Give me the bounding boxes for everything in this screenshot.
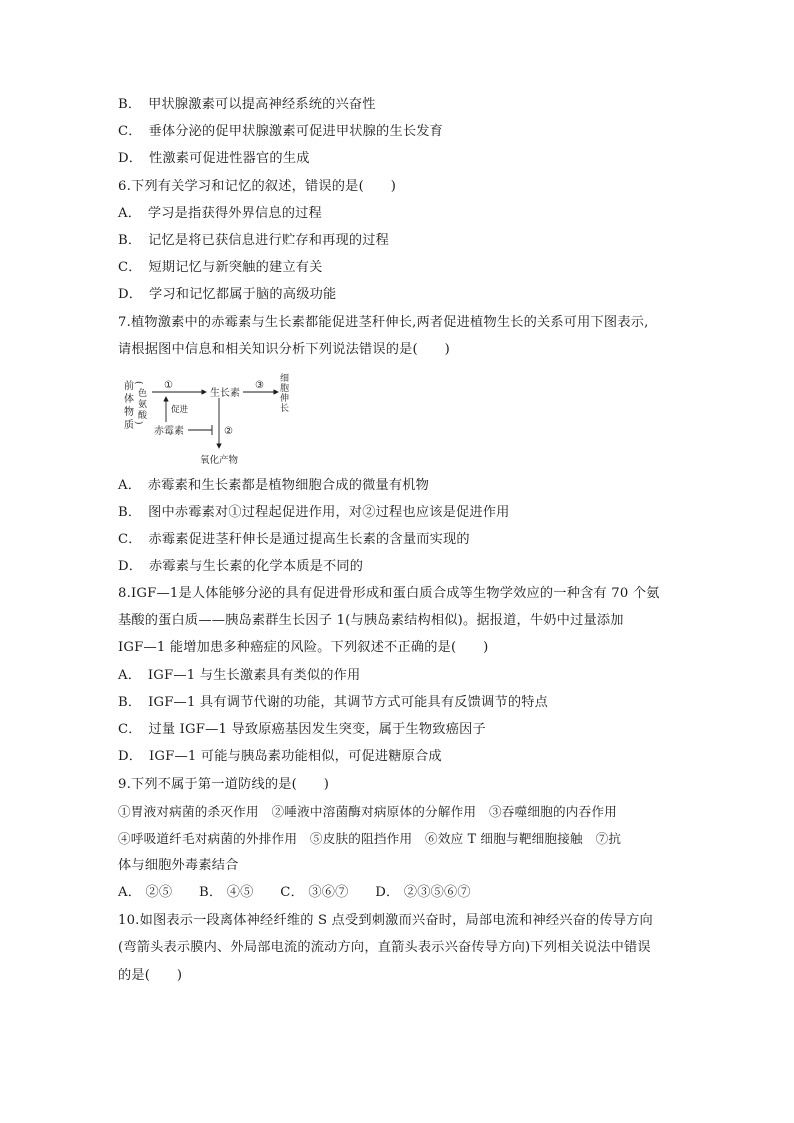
q10-stem-line-1: 10.如图表示一段离体神经纤维的 S 点受到刺激而兴奋时，局部电流和神经兴奋的传导方向 — [118, 913, 653, 928]
auxin-label: 生长素 — [210, 388, 240, 399]
q9-stem: 9.下列不属于第一道防线的是( ) — [118, 777, 330, 792]
process-1-label: ① — [164, 380, 173, 391]
cell-char-3: 伸 — [280, 394, 290, 404]
precursor-char-1: 前 — [124, 381, 134, 392]
q5-option-c: C． 垂体分泌的促甲状腺激素可促进甲状腺的生长发育 — [118, 124, 443, 139]
amino-char-2: 氨 — [138, 400, 148, 410]
q7-option-b: B． 图中赤霉素对①过程起促进作用，对②过程也应该是促进作用 — [118, 505, 510, 520]
q8-stem-line-2: 基酸的蛋白质——胰岛素群生长因子 1(与胰岛素结构相似)。据报道，牛奶中过量添加 — [118, 613, 624, 628]
cell-char-4: 长 — [280, 404, 290, 414]
q10-stem-line-3: 的是( ) — [118, 968, 183, 983]
q8-option-c: C． 过量 IGF—1 导致原癌基因发生突变，属于生物致癌因子 — [118, 722, 486, 737]
cell-char-2: 胞 — [280, 384, 290, 394]
q6-stem: 6.下列有关学习和记忆的叙述，错误的是( ) — [118, 179, 397, 194]
q8-option-d: D． IGF—1 可能与胰岛素功能相似，可促进糖原合成 — [118, 749, 442, 764]
promote-label: 促进 — [171, 405, 189, 415]
q6-option-a: A． 学习是指获得外界信息的过程 — [118, 206, 322, 221]
q8-option-a: A． IGF—1 与生长激素具有类似的作用 — [118, 668, 361, 683]
q6-option-d: D． 学习和记忆都属于脑的高级功能 — [118, 287, 337, 302]
process-3-label: ③ — [255, 380, 264, 391]
q9-items-line-1: ①胃液对病菌的杀灭作用 ②唾液中溶菌酶对病原体的分解作用 ③吞噬细胞的内吞作用 — [118, 804, 617, 819]
q8-option-b: B． IGF—1 具有调节代谢的功能，其调节方式可能具有反馈调节的特点 — [118, 695, 549, 710]
q7-stem-line-1: 7.植物激素中的赤霉素与生长素都能促进茎秆伸长,两者促进植物生长的关系可用下图表示, — [118, 315, 649, 330]
q8-stem-line-3: IGF—1 能增加患多种癌症的风险。下列叙述不正确的是( ) — [118, 640, 489, 655]
q9-items-line-3: 体与细胞外毒素结合 — [118, 858, 239, 873]
precursor-char-2: 体 — [124, 394, 134, 405]
q9-options: A． ②⑤ B． ④⑤ C． ③⑥⑦ D． ②③⑤⑥⑦ — [118, 885, 471, 900]
q5-option-d: D． 性激素可促进性器官的生成 — [118, 151, 310, 166]
paren-open: ( — [133, 381, 143, 385]
paren-close: ) — [133, 421, 143, 425]
q6-option-b: B． 记忆是将已获信息进行贮存和再现的过程 — [118, 233, 390, 248]
q7-option-a: A． 赤霉素和生长素都是植物细胞合成的微量有机物 — [118, 478, 430, 493]
q6-option-c: C． 短期记忆与新突触的建立有关 — [118, 260, 323, 275]
cell-char-1: 细 — [280, 374, 290, 384]
precursor-char-3: 物 — [124, 407, 134, 418]
gibberellin-label: 赤霉素 — [154, 426, 184, 437]
q5-option-b: B． 甲状腺激素可以提高神经系统的兴奋性 — [118, 97, 376, 112]
q7-option-c: C． 赤霉素促进茎秆伸长是通过提高生长素的含量而实现的 — [118, 532, 470, 547]
q9-items-line-2: ④呼吸道纤毛对病菌的外排作用 ⑤皮肤的阻挡作用 ⑥效应 T 细胞与靶细胞接触 ⑦抗 — [118, 831, 622, 846]
amino-char-1: 色 — [138, 389, 148, 399]
q7-option-d: D． 赤霉素与生长素的化学本质是不同的 — [118, 559, 364, 574]
q7-stem-line-2: 请根据图中信息和相关知识分析下列说法错误的是( ) — [118, 342, 450, 357]
precursor-char-4: 质 — [124, 420, 134, 431]
process-2-label: ② — [224, 426, 233, 437]
q10-stem-line-2: (弯箭头表示膜内、外局部电流的流动方向，直箭头表示兴奋传导方向)下列相关说法中错误 — [118, 940, 651, 955]
amino-char-3: 酸 — [138, 411, 148, 421]
q8-stem-line-1: 8.IGF—1是人体能够分泌的具有促进骨形成和蛋白质合成等生物学效应的一种含有 70 个氨 — [118, 586, 660, 601]
hormone-relationship-diagram — [118, 372, 288, 468]
oxidation-product-label: 氧化产物 — [200, 455, 239, 466]
